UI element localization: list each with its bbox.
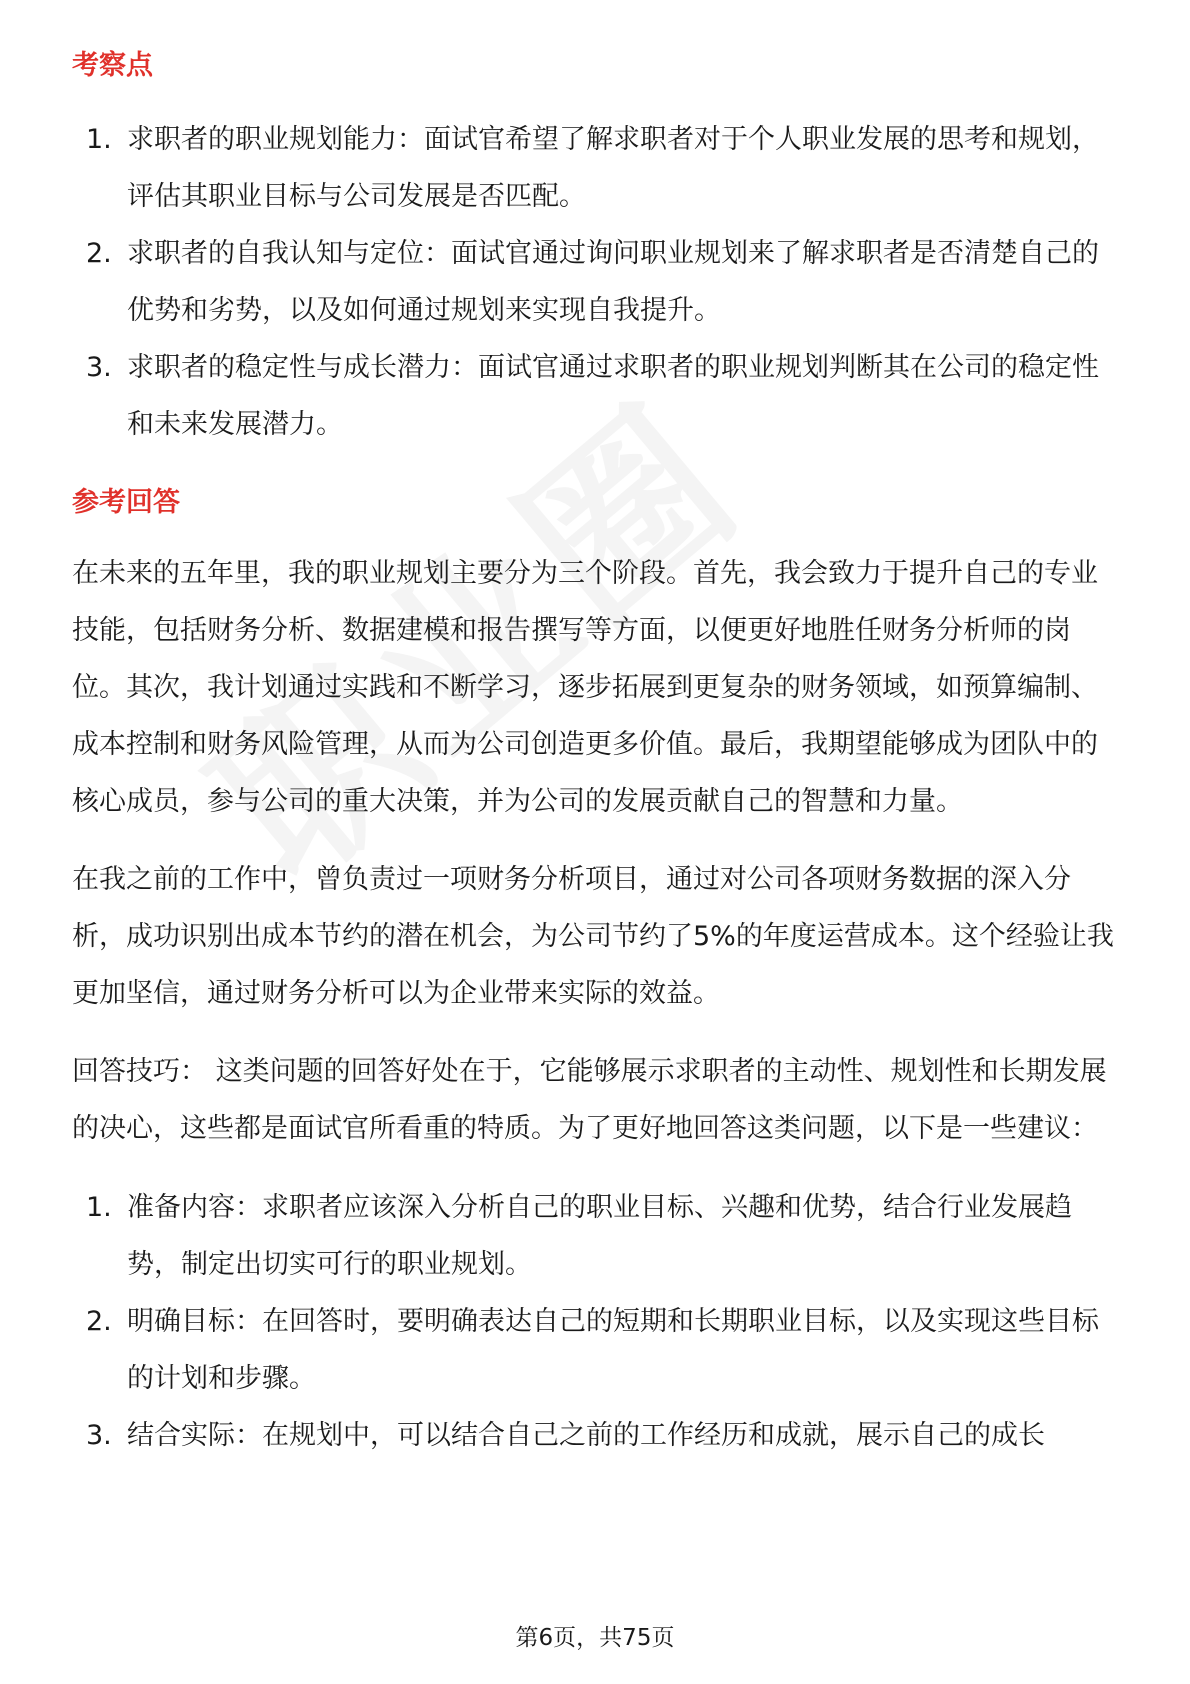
list-number: 2. [86,238,112,269]
list-item-text: 结合实际：在规划中，可以结合自己之前的工作经历和成就，展示自己的成长 [127,1420,1045,1451]
list-number: 1. [86,124,112,155]
list-item-text: 准备内容：求职者应该深入分析自己的职业目标、兴趣和优势，结合行业发展趋势，制定出切实可行的职业规划。 [127,1192,1072,1280]
list-number: 2. [86,1306,112,1337]
list-item [72,225,1122,339]
list-number: 3. [86,352,112,383]
page-number: 第6页，共75页 [515,1625,675,1651]
tips-intro-paragraph: 回答技巧： 这类问题的回答好处在于，它能够展示求职者的主动性、规划性和长期发展的决心，这些都是面试官所看重的特质。为了更好地回答这类问题，以下是一些建议： [72,1056,1107,1144]
key-points-list [72,111,1122,453]
list-item [72,1293,1122,1407]
list-item-text: 明确目标：在回答时，要明确表达自己的短期和长期职业目标，以及实现这些目标的计划和步骤。 [127,1306,1099,1394]
section-title-key-points: 考察点 [72,50,153,81]
section-title-reference-answer: 参考回答 [72,487,180,518]
list-number: 1. [86,1192,112,1223]
document-body [72,46,1122,1464]
list-item [72,1179,1122,1293]
list-number: 3. [86,1420,112,1451]
list-item-text: 求职者的稳定性与成长潜力：面试官通过求职者的职业规划判断其在公司的稳定性和未来发展潜力。 [127,352,1099,440]
list-item [72,339,1122,453]
answer-paragraph: 在我之前的工作中，曾负责过一项财务分析项目，通过对公司各项财务数据的深入分析，成功识别出成本节约的潜在机会，为公司节约了5%的年度运营成本。这个经验让我更加坚信，通过财务分析可以为企业带来实际的效益。 [72,864,1114,1009]
list-item [72,1407,1122,1464]
tips-list [72,1179,1122,1464]
list-item [72,111,1122,225]
list-item-text: 求职者的职业规划能力：面试官希望了解求职者对于个人职业发展的思考和规划，评估其职业目标与公司发展是否匹配。 [127,124,1099,212]
answer-paragraph: 在未来的五年里，我的职业规划主要分为三个阶段。首先，我会致力于提升自己的专业技能，包括财务分析、数据建模和报告撰写等方面，以便更好地胜任财务分析师的岗位。其次，我计划通过实践和不断学习，逐步拓展到更复杂的财务领域，如预算编制、成本控制和财务风险管理，从而为公司创造更多价值。最后，我期望能够成为团队中的核心成员，参与公司的重大决策，并为公司的发展贡献自己的智慧和力量。 [72,558,1098,817]
list-item-text: 求职者的自我认知与定位：面试官通过询问职业规划来了解求职者是否清楚自己的优势和劣势，以及如何通过规划来实现自我提升。 [127,238,1099,326]
